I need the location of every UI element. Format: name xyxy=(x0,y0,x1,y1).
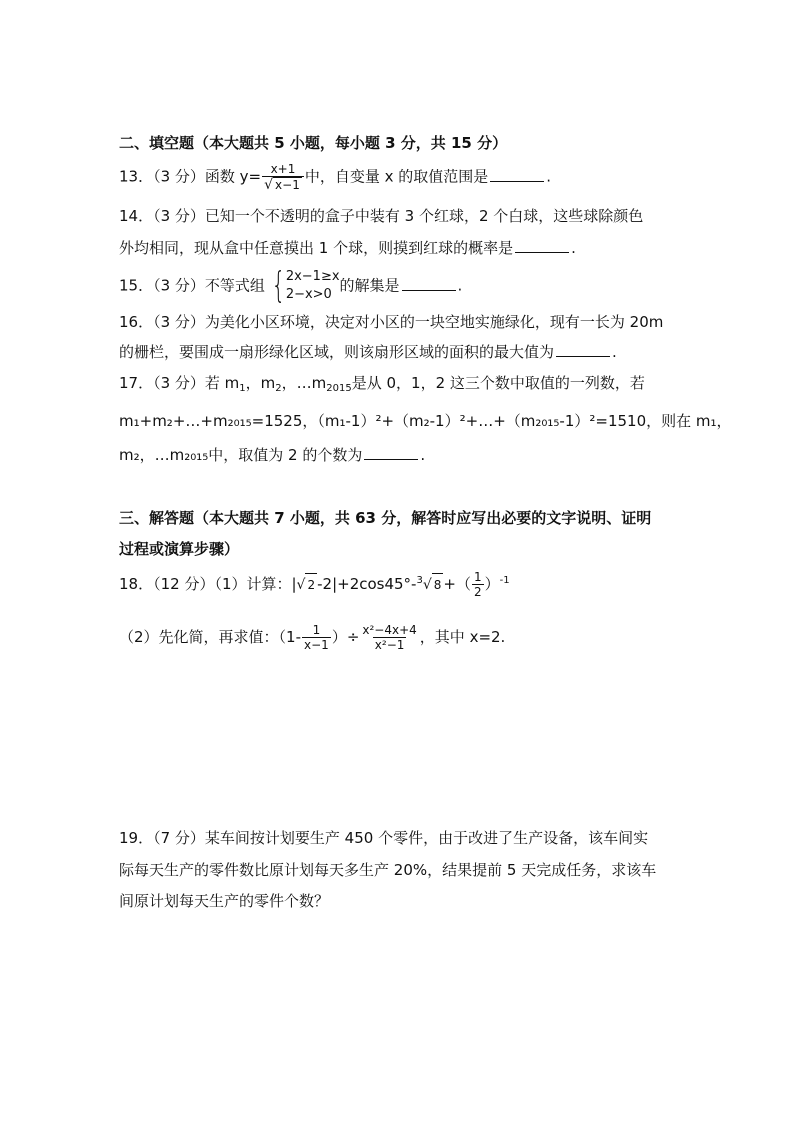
q14-text: 外均相同，现从盒中任意摸出 1 个球，则摸到红球的概率是 xyxy=(119,239,514,257)
section-2-title: 二、填空题（本大题共 5 小题，每小题 3 分，共 15 分） xyxy=(119,134,508,152)
question-16-line-2 xyxy=(119,341,617,363)
q18-cuberoot xyxy=(423,573,444,596)
q18-divide: ）÷ xyxy=(331,628,360,646)
question-16-line-1: 16．（3 分）为美化小区环境，决定对小区的一块空地实施绿化，现有一长为 20m xyxy=(119,313,664,331)
q17-sub-1: 1 xyxy=(239,383,246,394)
question-18-part-1 xyxy=(119,570,510,599)
q17-end: . xyxy=(420,446,426,464)
q16-end: . xyxy=(612,343,617,361)
q18-cuberoot-radicand: 8 xyxy=(432,573,444,596)
question-19-line-1: 19．（7 分）某车间按计划要生产 450 个零件，由于改进了生产设备，该车间实 xyxy=(119,829,649,847)
q18-frac-1-den: x−1 xyxy=(304,638,329,652)
q13-radicand: x−1 xyxy=(275,178,300,192)
q18-sqrt xyxy=(297,573,318,596)
q13-frac-denominator xyxy=(262,176,304,192)
q17-text-c: ，…m xyxy=(281,374,327,392)
q15-suffix: 的解集是 xyxy=(339,276,400,295)
question-15 xyxy=(119,265,463,306)
q17-text-3: m₂，…m₂₀₁₅中，取值为 2 的个数为 xyxy=(119,446,363,464)
cuberoot-icon: √ xyxy=(422,577,432,593)
q18-frac-1 xyxy=(302,623,331,652)
q15-answer-blank[interactable] xyxy=(402,275,456,291)
q13-frac-numerator: x+1 xyxy=(270,162,296,176)
q18-close: ） xyxy=(484,575,500,593)
q13-prefix: 13．（3 分）函数 y= xyxy=(119,167,262,186)
q16-answer-blank[interactable] xyxy=(556,341,610,357)
q13-fraction xyxy=(262,162,304,192)
brace-icon: { xyxy=(271,265,286,306)
q18-mid: -2|+2cos45°- xyxy=(317,575,417,593)
q18-prefix: 18．（12 分）（1）计算：| xyxy=(119,575,297,593)
q18-cuberoot-index: 3 xyxy=(416,575,423,586)
q18-frac-2-den: x²−1 xyxy=(374,638,405,652)
question-17-line-1 xyxy=(119,372,645,400)
section-3-title-line-1: 三、解答题（本大题共 7 小题，共 63 分，解答时应写出必要的文字说明、证明 xyxy=(119,509,652,527)
q15-inequality-1: 2x−1≥x xyxy=(285,269,340,284)
q18-frac-2-num: x²−4x+4 xyxy=(362,623,417,637)
q16-text: 的栅栏，要围成一扇形绿化区域，则该扇形区域的面积的最大值为 xyxy=(119,343,555,361)
q13-end: . xyxy=(546,167,552,186)
q13-answer-blank[interactable] xyxy=(490,166,544,182)
q18-frac-1-num: 1 xyxy=(312,623,321,637)
q18-half-den: 2 xyxy=(474,585,482,599)
q18-sqrt-radicand: 2 xyxy=(305,573,317,596)
section-3-title-line-2: 过程或演算步骤） xyxy=(119,540,240,558)
question-17-line-2: m₁+m₂+…+m₂₀₁₅=1525，（m₁-1）²+（m₂-1）²+…+（m₂₀₁₅-1）²=1510，则在 m₁， xyxy=(119,412,732,430)
q14-answer-blank[interactable] xyxy=(515,237,569,253)
question-18-part-2 xyxy=(119,623,505,652)
q18-frac-2 xyxy=(360,623,418,652)
q17-sub-2015: 2015 xyxy=(326,383,352,394)
sqrt-icon: √ xyxy=(264,177,274,193)
question-14-line-2 xyxy=(119,237,576,259)
q18-part2-prefix: （2）先化简，再求值：（1- xyxy=(119,628,302,646)
q15-inequality-2: 2−x>0 xyxy=(285,287,332,302)
question-14-line-1: 14．（3 分）已知一个不透明的盒子中装有 3 个红球，2 个白球，这些球除颜色 xyxy=(119,207,644,225)
q18-part2-suffix: ，其中 x=2. xyxy=(419,628,506,646)
q18-plus: +（ xyxy=(443,575,471,593)
q17-text-a: 17．（3 分）若 m xyxy=(119,374,240,392)
question-19-line-3: 间原计划每天生产的零件个数？ xyxy=(119,892,330,910)
q18-exponent: -1 xyxy=(499,575,510,586)
question-19-line-2: 际每天生产的零件数比原计划每天多生产 20%，结果提前 5 天完成任务，求该车 xyxy=(119,861,657,879)
question-13 xyxy=(119,162,551,192)
q15-prefix: 15．（3 分）不等式组 xyxy=(119,276,265,295)
q15-end: . xyxy=(457,276,463,295)
q13-suffix: 中，自变量 x 的取值范围是 xyxy=(304,167,489,186)
q17-answer-blank[interactable] xyxy=(364,444,418,460)
q17-text-d: 是从 0，1，2 这三个数中取值的一列数，若 xyxy=(351,374,645,392)
question-17-line-3 xyxy=(119,444,425,466)
q17-text-b: ，m xyxy=(245,374,276,392)
q14-end: . xyxy=(571,239,576,257)
sqrt-icon: √ xyxy=(296,577,306,593)
q15-inequality-system xyxy=(267,265,340,306)
q18-half-fraction xyxy=(472,570,484,599)
q17-sub-2: 2 xyxy=(275,383,282,394)
q18-half-num: 1 xyxy=(474,570,482,584)
